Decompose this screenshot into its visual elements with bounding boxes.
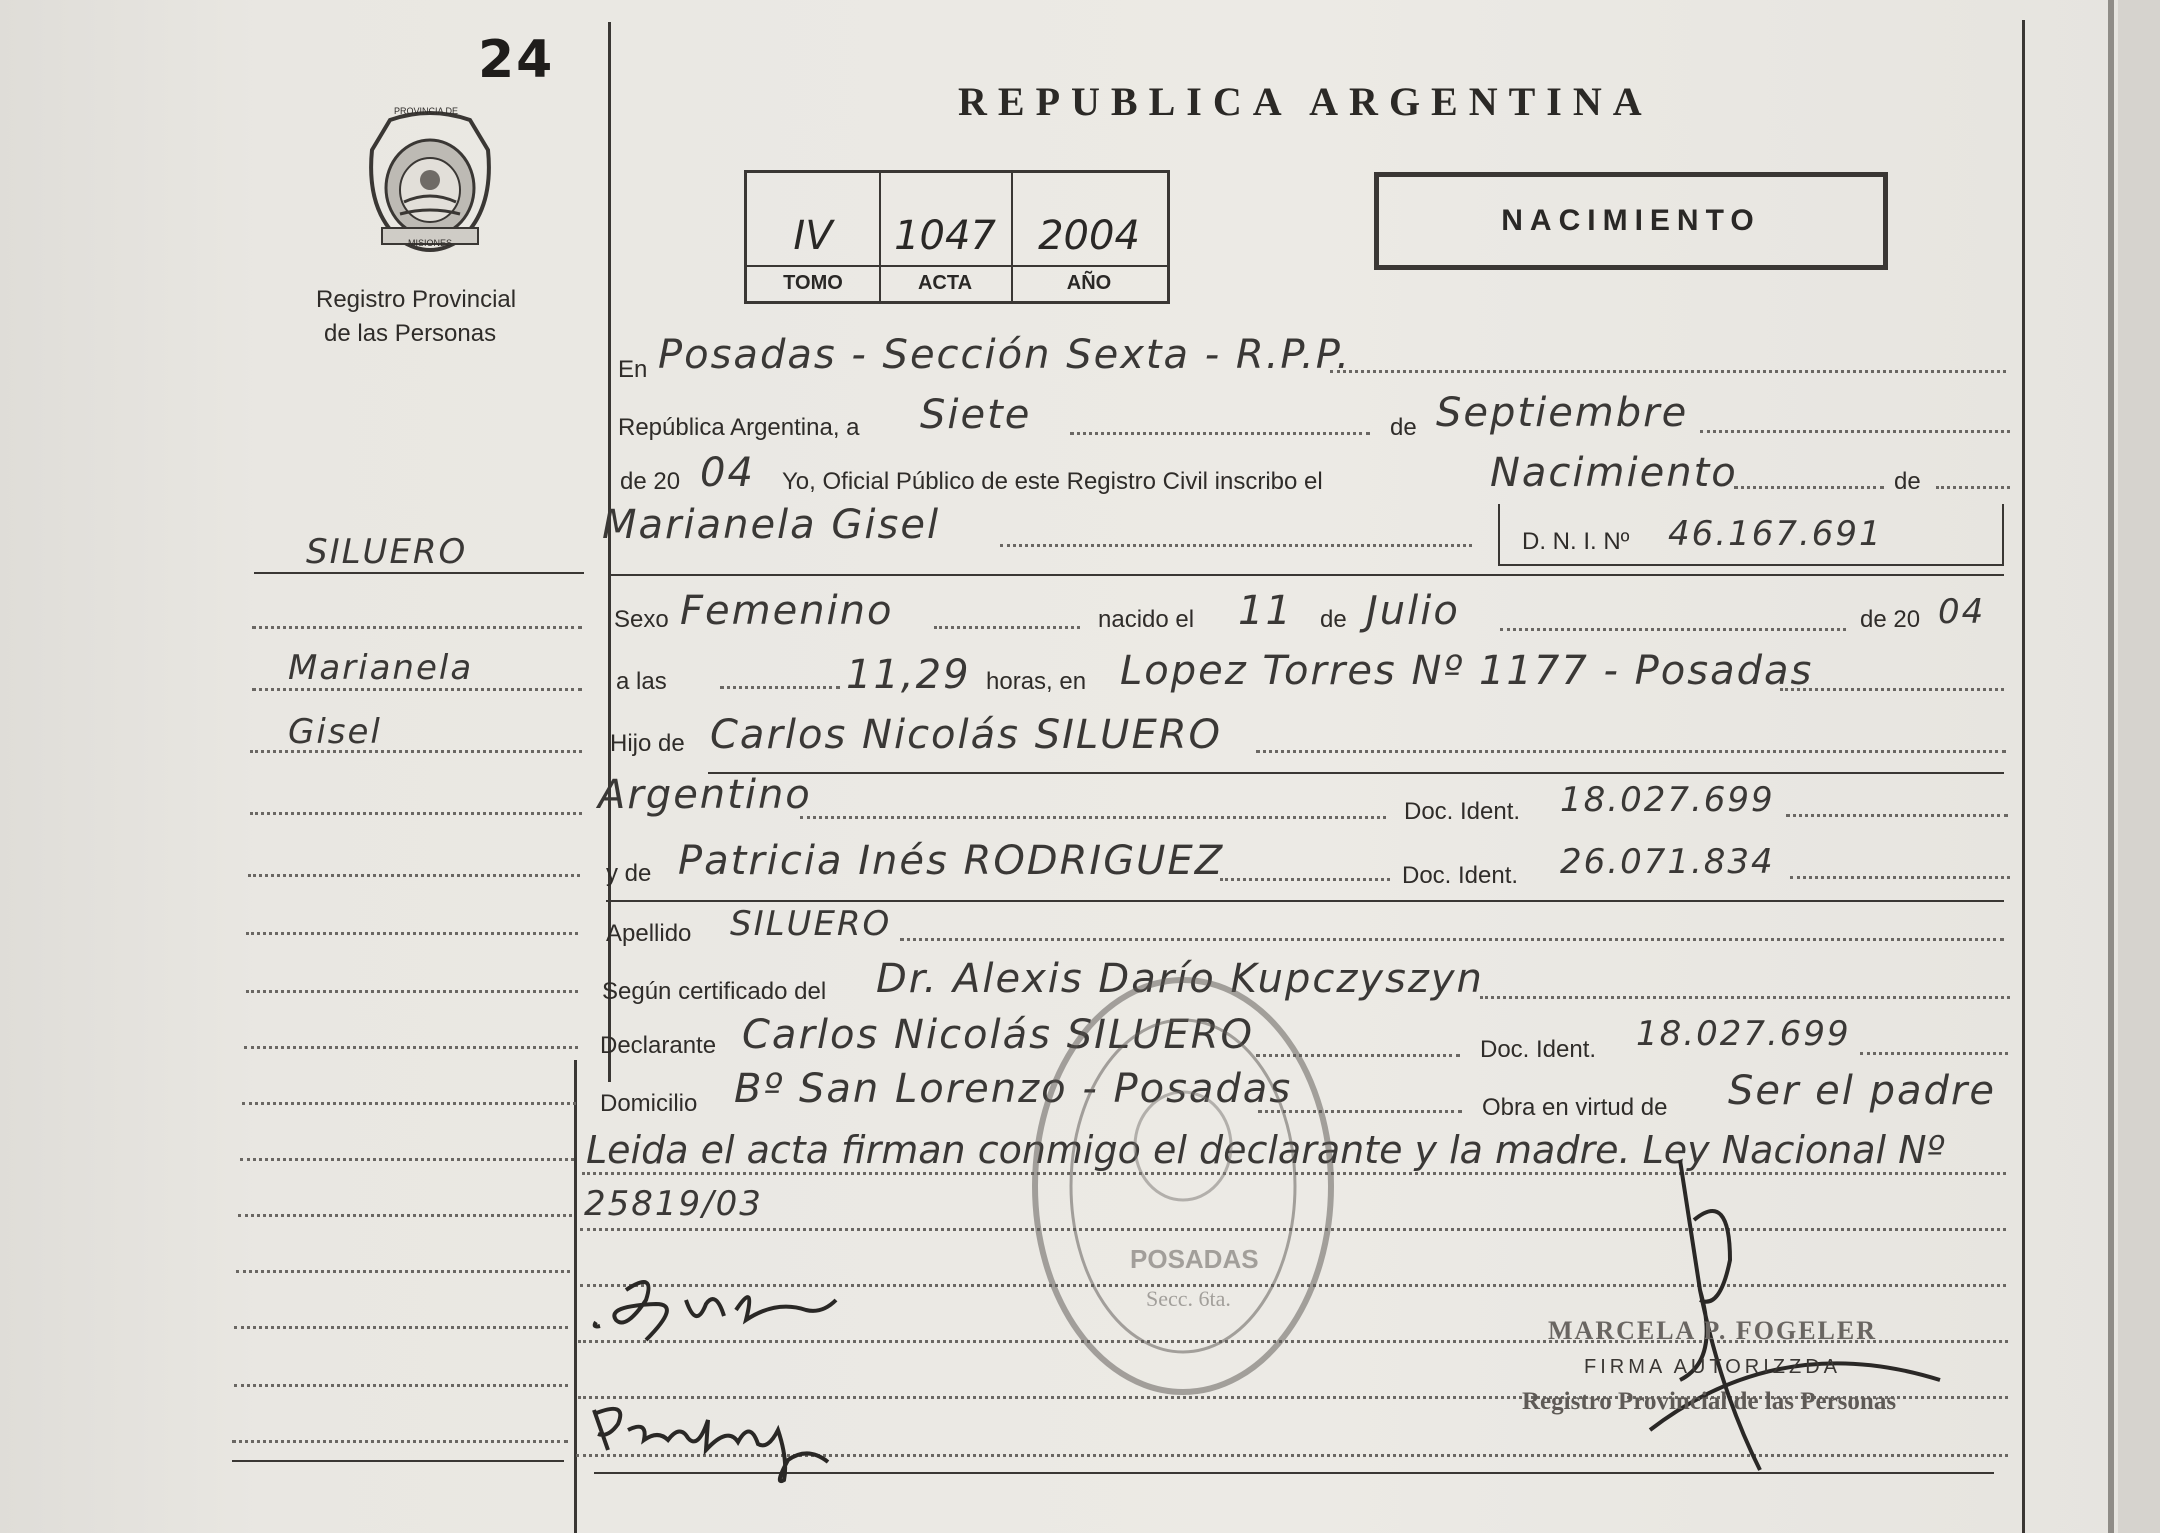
margin-dotted-line (248, 874, 580, 877)
doc-label-3: Doc. Ident. (1480, 1036, 1597, 1063)
hijo-label: Hijo de (610, 730, 685, 757)
column-divider-lower (574, 1060, 577, 1533)
oficial-label: Yo, Oficial Público de este Registro Civil inscribo el (782, 468, 1323, 495)
domicilio-label: Domicilio (600, 1090, 698, 1117)
domicilio-value: Bº San Lorenzo - Posadas (734, 1066, 1293, 1112)
section-rule (610, 574, 2004, 576)
registry-name-line1: Registro Provincial (316, 286, 517, 313)
margin-bottom-rule (232, 1460, 564, 1462)
acta-value: 1047 (894, 213, 996, 259)
registry-name-line2: de las Personas (324, 320, 497, 347)
tomo-label: TOMO (783, 272, 843, 294)
mother-name: Patricia Inés RODRIGUEZ (678, 838, 1225, 884)
official-stamp (1018, 956, 1348, 1416)
next-page-strip (2118, 0, 2160, 1533)
act-type-box: NACIMIENTO (1374, 172, 1888, 270)
margin-dotted-line (236, 1270, 570, 1273)
doctor-name: Dr. Alexis Darío Kupczyszyn (876, 956, 1484, 1002)
margin-dotted-line (246, 990, 578, 993)
dotted-line (1256, 750, 2006, 753)
mother-signature (588, 1390, 848, 1490)
day-text: Siete (920, 392, 1032, 438)
dotted-line (1480, 996, 2010, 999)
note-line1: Leida el acta firman conmigo el declarante y la madre. Ley Nacional Nº (586, 1128, 1945, 1172)
dotted-line (1786, 814, 2008, 817)
father-rule (708, 772, 2004, 774)
dni-value: 46.167.691 (1668, 514, 1883, 554)
alas-label: a las (616, 668, 667, 695)
dotted-line (934, 626, 1080, 629)
declarante-name: Carlos Nicolás SILUERO (742, 1012, 1255, 1058)
birth-day: 11 (1238, 588, 1293, 634)
dotted-line (1220, 878, 1390, 881)
birth-place: Lopez Torres Nº 1177 - Posadas (1120, 648, 1814, 694)
birth-month: Julio (1366, 588, 1460, 634)
sexo-value: Femenino (680, 588, 894, 634)
declarant-signature (586, 1270, 846, 1350)
dotted-line (1936, 486, 2010, 489)
republica-label: República Argentina, a (618, 414, 860, 441)
margin-dotted-line (242, 1102, 576, 1105)
signer-title: FIRMA AUTORIZZDA (1584, 1356, 1841, 1378)
dotted-line (1734, 486, 1884, 489)
obra-value: Ser el padre (1728, 1068, 1996, 1114)
act-inscribed: Nacimiento (1490, 450, 1738, 496)
declarante-label: Declarante (600, 1032, 717, 1059)
dotted-line (1780, 688, 2004, 691)
margin-dotted-line (234, 1384, 568, 1387)
signer-org: Registro Provincial de las Personas (1522, 1388, 1897, 1415)
dotted-line (1000, 544, 1472, 547)
doc-label: Doc. Ident. (1404, 798, 1521, 825)
dotted-line (1500, 628, 1846, 631)
de-label-2: de (1894, 468, 1921, 495)
dotted-line (1860, 1052, 2008, 1055)
sexo-label: Sexo (614, 606, 669, 633)
stamp-section: Secc. 6ta. (1146, 1286, 1231, 1311)
declarante-doc: 18.027.699 (1636, 1014, 1851, 1054)
margin-dotted-line (246, 932, 578, 935)
emblem-text-top: PROVINCIA DE (394, 106, 459, 116)
apellido-label: Apellido (606, 920, 692, 947)
note-line2: 25819/03 (584, 1184, 763, 1224)
signer-name: MARCELA P. FOGELER (1548, 1316, 1878, 1345)
margin-dotted-line (240, 1158, 574, 1161)
dotted-line (1790, 876, 2010, 879)
margin-surname-rule (254, 572, 584, 574)
margin-dotted-line (252, 688, 582, 691)
birth-year-suffix: 04 (1938, 592, 1986, 632)
de-label: de (1390, 414, 1417, 441)
ano-label: AÑO (1066, 272, 1112, 294)
margin-dotted-line (250, 750, 582, 753)
father-name: Carlos Nicolás SILUERO (710, 712, 1223, 758)
father-nationality: Argentino (598, 772, 812, 818)
dotted-line (1700, 430, 2010, 433)
nacido-label: nacido el (1098, 606, 1195, 633)
de20-label: de 20 (620, 468, 681, 495)
child-name: Marianela Gisel (602, 502, 941, 548)
year-suffix: 04 (700, 450, 755, 496)
emblem-text-bottom: MISIONES (408, 238, 453, 248)
horas-label: horas, en (986, 668, 1087, 695)
right-border (2022, 20, 2025, 1533)
page-edge (2108, 0, 2114, 1533)
country-title: REPUBLICA ARGENTINA (958, 79, 1653, 124)
dotted-line (1330, 370, 2006, 373)
tomo-value: IV (793, 213, 833, 259)
dotted-line (1070, 432, 1370, 435)
margin-dotted-line (232, 1440, 568, 1443)
margin-name1: Marianela (288, 648, 474, 688)
margin-surname: SILUERO (306, 532, 468, 572)
apellido-value: SILUERO (730, 904, 892, 944)
en-label: En (618, 356, 648, 383)
doc-label-2: Doc. Ident. (1402, 862, 1519, 889)
mother-doc: 26.071.834 (1560, 842, 1775, 882)
dni-label: D. N. I. Nº (1522, 528, 1630, 555)
margin-dotted-line (252, 626, 582, 629)
margin-name2: Gisel (288, 712, 382, 752)
de20-label-2: de 20 (1860, 606, 1921, 633)
margin-dotted-line (244, 1046, 578, 1049)
margin-dotted-line (234, 1326, 568, 1329)
hour-value: 11,29 (846, 652, 971, 698)
tomo-cell (747, 173, 881, 301)
obra-label: Obra en virtud de (1482, 1094, 1668, 1121)
father-doc: 18.027.699 (1560, 780, 1775, 820)
parents-rule (606, 900, 2004, 902)
record-number-box (744, 170, 1170, 304)
ano-value: 2004 (1038, 213, 1140, 259)
dotted-line (900, 938, 2004, 941)
de-label-3: de (1320, 606, 1347, 633)
dotted-line (720, 686, 840, 689)
margin-dotted-line (238, 1214, 572, 1217)
yde-label: y de (606, 860, 652, 887)
dotted-line (800, 816, 1386, 819)
place-value: Posadas - Sección Sexta - R.P.P. (658, 332, 1352, 378)
margin-dotted-line (250, 812, 582, 815)
official-signature (1640, 1130, 2000, 1490)
certificado-label: Según certificado del (602, 978, 827, 1005)
acta-cell (879, 173, 1013, 301)
ano-cell (1011, 173, 1167, 301)
acta-label: ACTA (917, 272, 973, 294)
month-value: Septiembre (1436, 390, 1689, 436)
stamp-city: POSADAS (1130, 1244, 1259, 1274)
page-number: 24 (478, 30, 555, 90)
